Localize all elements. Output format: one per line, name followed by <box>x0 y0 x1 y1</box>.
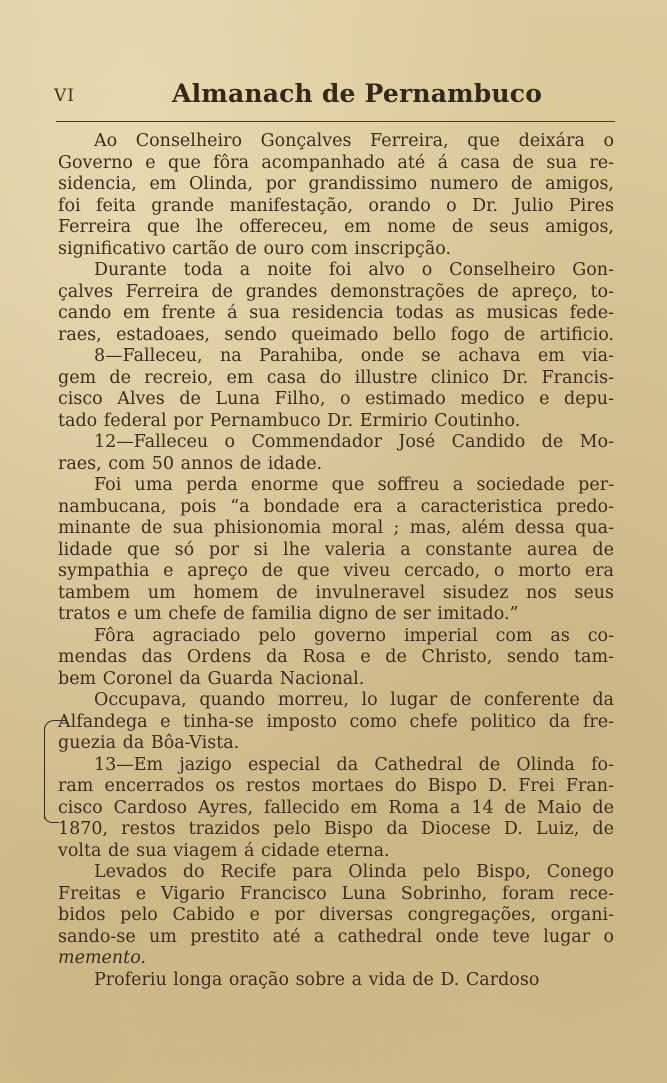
text-line: cisco Cardoso Ayres, fallecido em Roma a 14 de Maio de <box>58 797 614 818</box>
text-line: bem Coronel da Guarda Nacional. <box>58 668 365 689</box>
text-line: sando-se um prestito até a cathedral onde teve lugar o <box>58 926 614 947</box>
text-line: mendas das Ordens da Rosa e de Christo, sendo tam- <box>58 647 614 667</box>
text-line: Occupava, quando morreu, lo lugar de conferente da <box>94 690 614 710</box>
text-line: nambucana, pois “a bondade era a caracteristica predo- <box>58 496 614 517</box>
text-line: bidos pelo Cabido e por diversas congregações, organi- <box>58 905 614 925</box>
margin-bracket-bottom <box>44 812 59 823</box>
text-line: minante de sua phisionomia moral ; mas, além dessa qua- <box>58 518 614 538</box>
text-line: 13—Em jazigo especial da Cathedral de Olinda fo- <box>94 754 614 775</box>
running-title: Almanach de Pernambuco <box>172 79 543 108</box>
text-line: cisco Alves de Luna Filho, o estimado medico e depu- <box>58 389 614 409</box>
text-line: foi feita grande manifestação, orando o Dr. Julio Pires <box>58 195 614 216</box>
text-line: lidade que só por si lhe valeria a constante aurea de <box>58 539 614 560</box>
text-line: 8—Falleceu, na Parahiba, onde se achava em via- <box>94 346 614 366</box>
text-line: cando em frente á sua residencia todas as musicas fede- <box>58 303 614 323</box>
margin-bracket <box>44 727 53 819</box>
text-line: Durante toda a noite foi alvo o Conselheiro Gon- <box>94 260 614 280</box>
text-line: Foi uma perda enorme que soffreu a sociedade per- <box>94 475 614 495</box>
text-line: raes, estadoaes, sendo queimado bello fogo de artificio. <box>58 324 614 345</box>
text-line: sympathia e apreço de que viveu cercado, o morto era <box>58 561 614 581</box>
header-rule <box>56 121 615 122</box>
text-line: 12—Falleceu o Commendador José Candido de Mo- <box>94 432 614 452</box>
text-line: tambem um homem de invulneravel sisudez nos seus <box>58 582 614 603</box>
text-line: sidencia, em Olinda, por grandissimo numero de amigos, <box>58 174 614 194</box>
text-line: çalves Ferreira de grandes demonstrações de apreço, to- <box>58 281 614 302</box>
text-line: Freitas e Vigario Francisco Luna Sobrinho, foram rece- <box>58 883 614 904</box>
body-text <box>58 131 614 991</box>
page-number: VI <box>54 86 75 106</box>
text-line: Proferiu longa oração sobre a vida de D. Cardoso <box>94 969 540 990</box>
text-line: memento. <box>58 948 146 968</box>
text-line: ram encerrados os restos mortaes do Bispo D. Frei Fran- <box>58 776 614 796</box>
text-line: Alfandega e tinha-se imposto como chefe politico da fre- <box>58 711 614 732</box>
text-line: Ferreira que lhe offereceu, em nome de seus amigos, <box>58 217 614 237</box>
text-line: significativo cartão de ouro com inscripção. <box>58 238 452 259</box>
text-line: raes, com 50 annos de idade. <box>58 453 323 474</box>
text-line: Governo e que fôra acompanhado até á casa de sua re- <box>58 152 614 173</box>
text-line: 1870, restos trazidos pelo Bispo da Diocese D. Luiz, de <box>58 819 614 839</box>
text-line: Ao Conselheiro Gonçalves Ferreira, que deixára o <box>94 131 614 151</box>
text-line: gem de recreio, em casa do illustre clinico Dr. Francis- <box>58 367 614 388</box>
text-line: guezia da Bôa-Vista. <box>58 733 240 753</box>
text-line: tado federal por Pernambuco Dr. Ermirio Coutinho. <box>58 410 521 431</box>
text-line: Fôra agraciado pelo governo imperial com as co- <box>94 625 614 646</box>
text-line: Levados do Recife para Olinda pelo Bispo, Conego <box>94 862 614 882</box>
text-line: tratos e um chefe de familia digno de ser imitado.” <box>58 604 519 624</box>
text-line: volta de sua viagem á cidade eterna. <box>58 840 390 861</box>
page-header <box>0 72 667 112</box>
